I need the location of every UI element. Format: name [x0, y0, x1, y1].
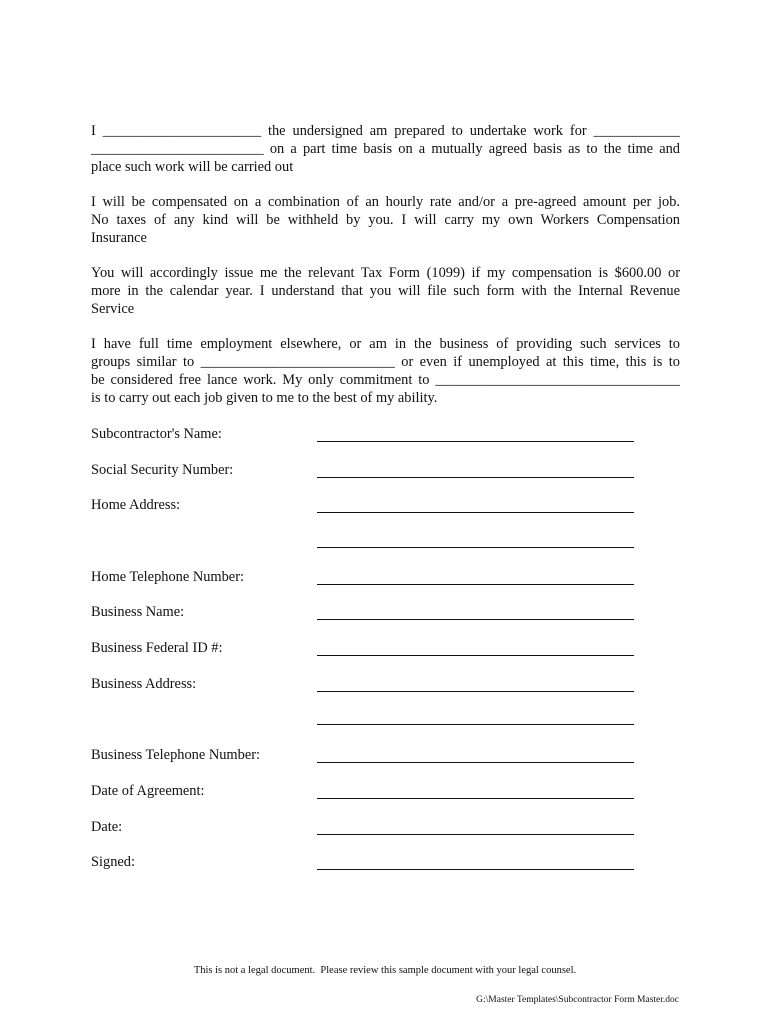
- field-label: Business Name:: [91, 604, 185, 620]
- field-label: Home Telephone Number:: [91, 569, 244, 585]
- field-label: Business Address:: [91, 676, 197, 692]
- field-label: Signed:: [91, 854, 135, 870]
- field-label: Social Security Number:: [91, 462, 234, 478]
- field-business-federal-id[interactable]: [91, 639, 634, 659]
- paragraph-line: Insurance: [91, 230, 147, 246]
- paragraph-line: I ______________________ the undersigned am prepared to undertake work for ____________: [91, 123, 680, 139]
- field-home-address-line-2[interactable]: [91, 531, 634, 551]
- field-label: Date:: [91, 819, 123, 835]
- signature-line[interactable]: [317, 655, 634, 656]
- paragraph-line: ________________________ on a part time basis on a mutually agreed basis as to the time and: [91, 141, 680, 157]
- field-home-telephone-number[interactable]: [91, 568, 634, 588]
- paragraph-line: be considered free lance work. My only commitment to __________________________________: [91, 372, 680, 388]
- signature-line[interactable]: [317, 547, 634, 548]
- paragraph-compensation: [91, 193, 680, 247]
- signature-line[interactable]: [317, 834, 634, 835]
- signature-line[interactable]: [317, 724, 634, 725]
- paragraph-line: more in the calendar year. I understand that you will file such form with the Internal Revenue: [91, 283, 680, 299]
- paragraph-line: place such work will be carried out: [91, 159, 294, 175]
- signature-line[interactable]: [317, 691, 634, 692]
- field-date[interactable]: [91, 818, 634, 838]
- field-label: Home Address:: [91, 497, 181, 513]
- field-business-address[interactable]: [91, 675, 634, 695]
- signature-line[interactable]: [317, 477, 634, 478]
- paragraph-line: I have full time employment elsewhere, or am in the business of providing such services to: [91, 336, 680, 352]
- signature-line[interactable]: [317, 762, 634, 763]
- field-home-address[interactable]: [91, 496, 634, 516]
- paragraph-line: No taxes of any kind will be withheld by you. I will carry my own Workers Compensation: [91, 212, 680, 228]
- paragraph-work-agreement: [91, 122, 680, 176]
- field-social-security-number[interactable]: [91, 461, 634, 481]
- paragraph-line: Service: [91, 301, 135, 317]
- field-label: Business Federal ID #:: [91, 640, 223, 656]
- file-path-footer: G:\Master Templates\Subcontractor Form Master.doc: [476, 995, 679, 1005]
- field-label: Date of Agreement:: [91, 783, 205, 799]
- signature-line[interactable]: [317, 512, 634, 513]
- signature-line[interactable]: [317, 619, 634, 620]
- field-signed[interactable]: [91, 853, 634, 873]
- paragraph-line: is to carry out each job given to me to the best of my ability.: [91, 390, 438, 406]
- paragraph-line: You will accordingly issue me the relevant Tax Form (1099) if my compensation is $600.00 or: [91, 265, 680, 281]
- signature-line[interactable]: [317, 584, 634, 585]
- field-business-address-line-2[interactable]: [91, 708, 634, 728]
- field-label: Subcontractor's Name:: [91, 426, 222, 442]
- paragraph-line: groups similar to ___________________________ or even if unemployed at this time, this is to: [91, 354, 680, 370]
- signature-line[interactable]: [317, 798, 634, 799]
- field-label: Business Telephone Number:: [91, 747, 260, 763]
- paragraph-line: I will be compensated on a combination of an hourly rate and/or a pre-agreed amount per job.: [91, 194, 680, 210]
- field-business-name[interactable]: [91, 603, 634, 623]
- disclaimer-note: This is not a legal document. Please review this sample document with your legal counsel.: [193, 965, 577, 976]
- signature-line[interactable]: [317, 441, 634, 442]
- paragraph-tax-form: [91, 264, 680, 318]
- field-subcontractor-name[interactable]: [91, 425, 634, 445]
- paragraph-employment-status: [91, 335, 680, 407]
- field-date-of-agreement[interactable]: [91, 782, 634, 802]
- signature-line[interactable]: [317, 869, 634, 870]
- field-business-telephone-number[interactable]: [91, 746, 634, 766]
